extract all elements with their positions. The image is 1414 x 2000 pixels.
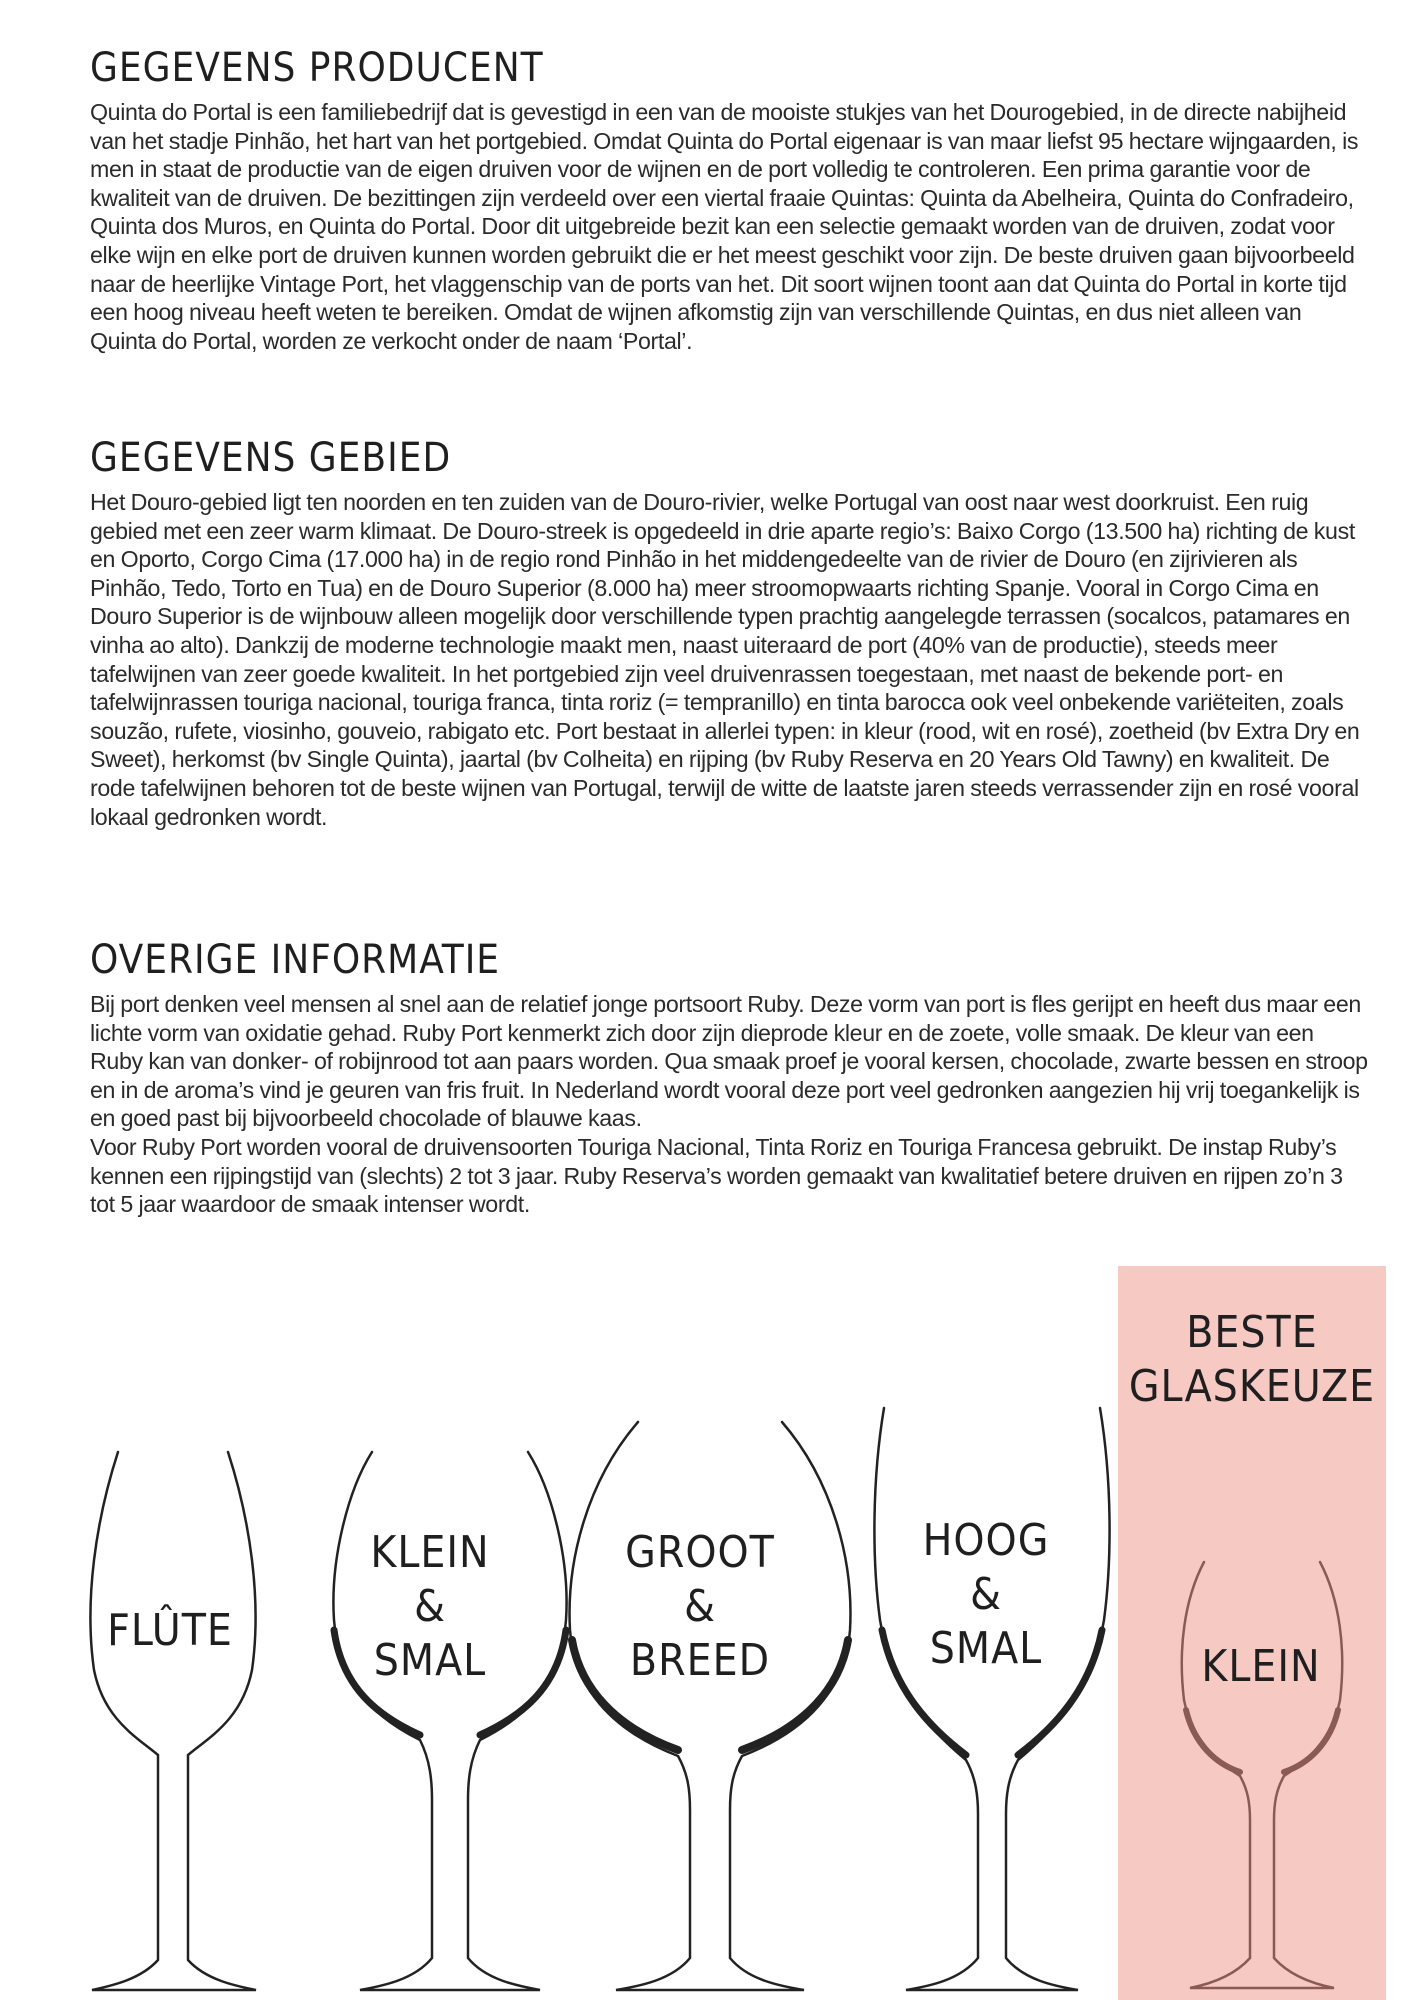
tall-narrow-label-line1: HOOG <box>922 1515 1050 1566</box>
tall-narrow-label-line2: & <box>970 1569 1002 1620</box>
best-glass-label-line1: KLEIN <box>1201 1641 1321 1692</box>
small-narrow-label-line2: & <box>414 1581 446 1632</box>
large-wide-label-line3: BREED <box>629 1635 771 1686</box>
best-glass-title-line1: BESTE <box>1186 1307 1318 1358</box>
tall-narrow-label-line3: SMAL <box>929 1623 1043 1674</box>
tall-narrow-glass-icon <box>874 1408 1109 1990</box>
other-info-paragraph-1: Bij port denken veel mensen al snel aan de relatief jonge portsoort Ruby. Deze vorm van port is fles gerijpt en heeft dus maar een lichte vorm van oxidatie gehad. Ruby Port kenmerkt zich door zijn dieprode kleur en de zoete, volle smaak. De kleur van een Ruby kan van donker- of robijnrood tot aan paars worden. Qua smaak proef je vooral kersen, chocolade, zwarte bessen en stroop en in de aroma’s vind je geuren van fris fruit. In Nederland wordt vooral deze port veel gedronken aangezien hij vrij toegankelijk is en goed past bij bijvoorbeeld chocolade of blauwe kaas. <box>90 991 1368 1132</box>
other-info-paragraph-2: Voor Ruby Port worden vooral de druivensoorten Touriga Nacional, Tinta Roriz en Touriga Francesa gebruikt. De instap Ruby’s kennen een rijpingstijd van (slechts) 2 tot 3 jaar. Ruby Reserva’s worden gemaakt van kwalitatief betere druiven en rijpen zo’n 3 tot 5 jaar waardoor de smaak intenser wordt. <box>90 1133 1343 1218</box>
region-heading: GEGEVENS GEBIED <box>90 435 452 481</box>
small-narrow-label-line3: SMAL <box>373 1635 487 1686</box>
small-narrow-glass-label <box>360 1526 500 1688</box>
large-wide-glass-label <box>620 1526 780 1688</box>
other-info-heading: OVERIGE INFORMATIE <box>90 937 501 983</box>
flute-glass-icon <box>90 1452 256 1990</box>
best-glass-title-line2: GLASKEUZE <box>1128 1361 1376 1412</box>
best-glass-label <box>1186 1640 1336 1694</box>
tall-narrow-glass-label <box>916 1514 1056 1676</box>
producer-heading: GEGEVENS PRODUCENT <box>90 45 544 91</box>
large-wide-label-line1: GROOT <box>625 1527 775 1578</box>
small-narrow-label-line1: KLEIN <box>370 1527 490 1578</box>
region-text: Het Douro-gebied ligt ten noorden en ten zuiden van de Douro-rivier, welke Portugal van oost naar west doorkruist. Een ruig gebied met een zeer warm klimaat. De Douro-streek is opgedeeld in drie aparte regio’s: Baixo Corgo (13.500 ha) richting de kust en Oporto, Corgo Cima (17.000 ha) in de regio rond Pinhão in het middengedeelte van de rivier de Douro (en zijrivieren als Pinhão, Tedo, Torto en Tua) en de Douro Superior (8.000 ha) meer stroomopwaarts richting Spanje. Vooral in Corgo Cima en Douro Superior is de wijnbouw alleen mogelijk door verschillende typen prachtig aangelegde terrassen (socalcos, patamares en vinha ao alto). Dankzij de moderne technologie maakt men, naast uiteraard de port (40% van de productie), steeds meer tafelwijnen van zeer goede kwaliteit. In het portgebied zijn veel druivenrassen toegestaan, met naast de bekende port- en tafelwijnrassen touriga nacional, touriga franca, tinta roriz (= tempranillo) en tinta barocca ook veel onbekende variëteiten, zoals souzão, rufete, viosinho, gouveio, rabigato etc. Port bestaat in allerlei typen: in kleur (rood, wit en rosé), zoetheid (bv Extra Dry en Sweet), herkomst (bv Single Quinta), jaartal (bv Colheita) en rijping (bv Ruby Reserva en 20 Years Old Tawny) en kwaliteit. De rode tafelwijnen behoren tot de beste wijnen van Portugal, terwijl de witte de laatste jaren steeds verrassender zijn en rosé vooral lokaal gedronken wordt. <box>90 489 1360 830</box>
producer-text: Quinta do Portal is een familiebedrijf dat is gevestigd in een van de mooiste stukjes van het Dourogebied, in de directe nabijheid van het stadje Pinhão, het hart van het portgebied. Omdat Quinta do Portal eigenaar is van maar liefst 95 hectare wijngaarden, is men in staat de productie van de eigen druiven voor de wijnen en de port volledig te controleren. Een prima garantie voor de kwaliteit van de druiven. De bezittingen zijn verdeeld over een viertal fraaie Quintas: Quinta da Abelheira, Quinta do Confradeiro, Quinta dos Muros, en Quinta do Portal. Door dit uitgebreide bezit kan een selectie gemaakt worden van de druiven, zodat voor elke wijn en elke port de druiven kunnen worden gebruikt die er het meest geschikt voor zijn. De beste druiven gaan bijvoorbeeld naar de heerlijke Vintage Port, het vlaggenschip van de ports van het. Dit soort wijnen toont aan dat Quinta do Portal in korte tijd een hoog niveau heeft weten te bereiken. Omdat de wijnen afkomstig zijn van verschillende Quintas, en dus niet alleen van Quinta do Portal, worden ze verkocht onder de naam ‘Portal’. <box>90 99 1359 354</box>
large-wide-label-line2: & <box>684 1581 716 1632</box>
flute-label-line1: FLÛTE <box>107 1605 233 1656</box>
small-glass-best-icon <box>1182 1562 1342 1988</box>
large-wide-glass-icon <box>570 1422 851 1990</box>
flute-glass-label <box>100 1604 240 1658</box>
